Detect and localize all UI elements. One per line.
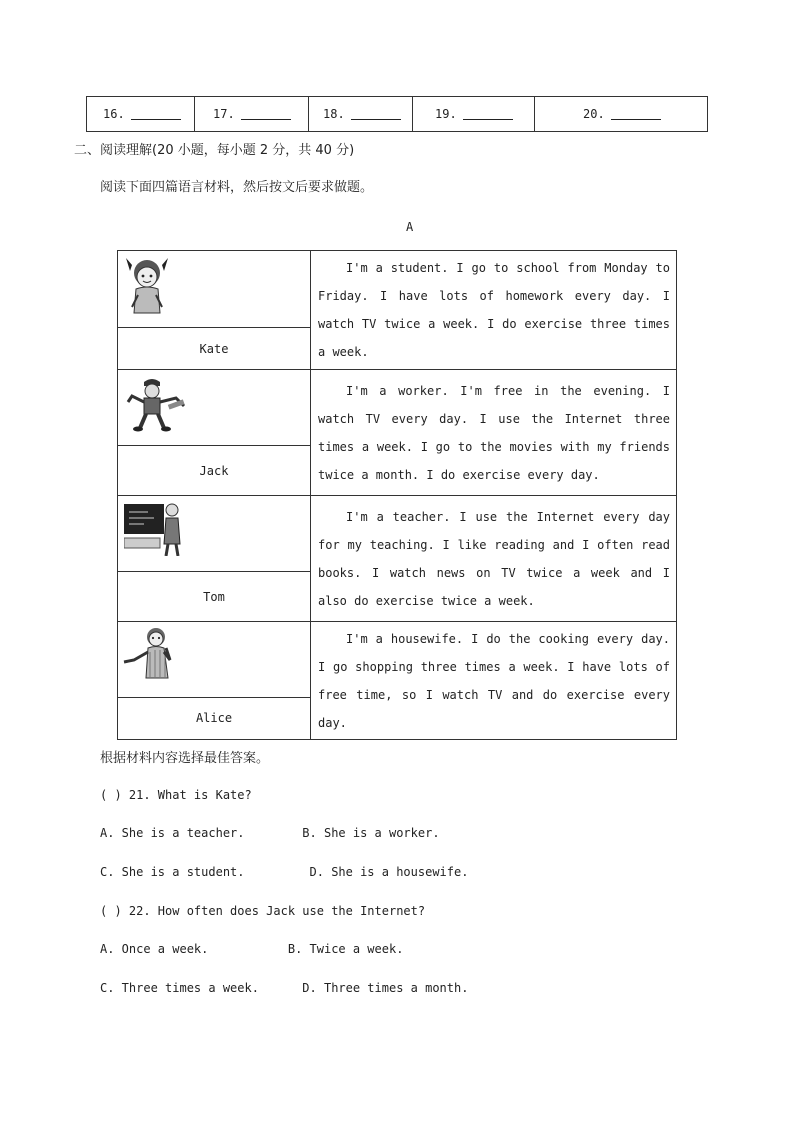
- person-cell: [118, 251, 311, 369]
- answer-blank[interactable]: [351, 109, 401, 120]
- question-22-stem: ( ) 22. How often does Jack use the Internet?: [100, 904, 426, 918]
- person-cell: [118, 370, 311, 495]
- picture-cell: [118, 496, 310, 572]
- person-cell: [118, 496, 311, 621]
- answer-cell-20[interactable]: [535, 97, 707, 131]
- person-name: Alice: [195, 711, 233, 725]
- girl-icon: [124, 255, 170, 317]
- questions-intro: 根据材料内容选择最佳答案。: [100, 751, 270, 766]
- picture-cell: [118, 622, 310, 698]
- person-description: [318, 251, 670, 369]
- table-row: [118, 622, 676, 739]
- description-text: I'm a student. I go to school from Monday to Friday. I have lots of homework every day. I watch TV twice a week. I do exercise three times a week.: [318, 261, 670, 359]
- person-name: Jack: [199, 463, 229, 478]
- reading-table: [117, 250, 677, 740]
- description-text: I'm a teacher. I use the Internet every day for my teaching. I like reading and I often read books. I watch news on TV twice a week and I also do exercise twice a week.: [318, 509, 670, 608]
- answer-number: 20.: [583, 107, 605, 121]
- answer-number: 19.: [435, 107, 457, 121]
- question-21-options-cd[interactable]: C. She is a student. D. She is a housewife.: [100, 865, 469, 879]
- question-21-options-ab[interactable]: A. She is a teacher. B. She is a worker.: [100, 826, 440, 840]
- person-name: Kate: [199, 341, 229, 356]
- answer-number: 18.: [323, 107, 345, 121]
- person-cell: [118, 622, 311, 739]
- answer-cell-18[interactable]: [309, 97, 413, 131]
- answer-blank[interactable]: [463, 109, 513, 120]
- section-instruction: 阅读下面四篇语言材料，然后按文后要求做题。: [100, 180, 374, 195]
- answer-number: 16.: [103, 107, 125, 121]
- answer-cell-16[interactable]: [87, 97, 195, 131]
- answer-blank[interactable]: [131, 109, 181, 120]
- person-name: Tom: [203, 589, 225, 604]
- answer-row: [86, 96, 708, 132]
- answer-blank[interactable]: [241, 109, 291, 120]
- section-heading: 二、阅读理解(20 小题，每小题 2 分，共 40 分): [74, 143, 355, 158]
- answer-cell-19[interactable]: [413, 97, 535, 131]
- description-text: I'm a worker. I'm free in the evening. I watch TV every day. I use the Internet three times a week. I go to the movies with my friends twice a month. I do exercise every day.: [318, 383, 670, 482]
- teacher-icon: [124, 500, 186, 556]
- worker-icon: [122, 376, 188, 432]
- question-21-stem: ( ) 21. What is Kate?: [100, 788, 252, 802]
- person-description: [318, 496, 670, 621]
- answer-blank[interactable]: [611, 109, 661, 120]
- description-text: I'm a housewife. I do the cooking every day. I go shopping three times a week. I have lots of free time, so I watch TV and do exercise every day.: [318, 631, 670, 730]
- table-row: [118, 370, 676, 496]
- answer-cell-17[interactable]: [195, 97, 309, 131]
- picture-cell: [118, 251, 310, 328]
- question-22-options-ab[interactable]: A. Once a week. B. Twice a week.: [100, 942, 404, 956]
- answer-number: 17.: [213, 107, 235, 121]
- table-row: [118, 251, 676, 370]
- table-row: [118, 496, 676, 622]
- person-description: [318, 622, 670, 739]
- question-22-options-cd[interactable]: C. Three times a week. D. Three times a month.: [100, 981, 469, 995]
- person-description: [318, 370, 670, 495]
- picture-cell: [118, 370, 310, 446]
- housewife-icon: [122, 626, 180, 682]
- passage-letter: A: [406, 220, 414, 234]
